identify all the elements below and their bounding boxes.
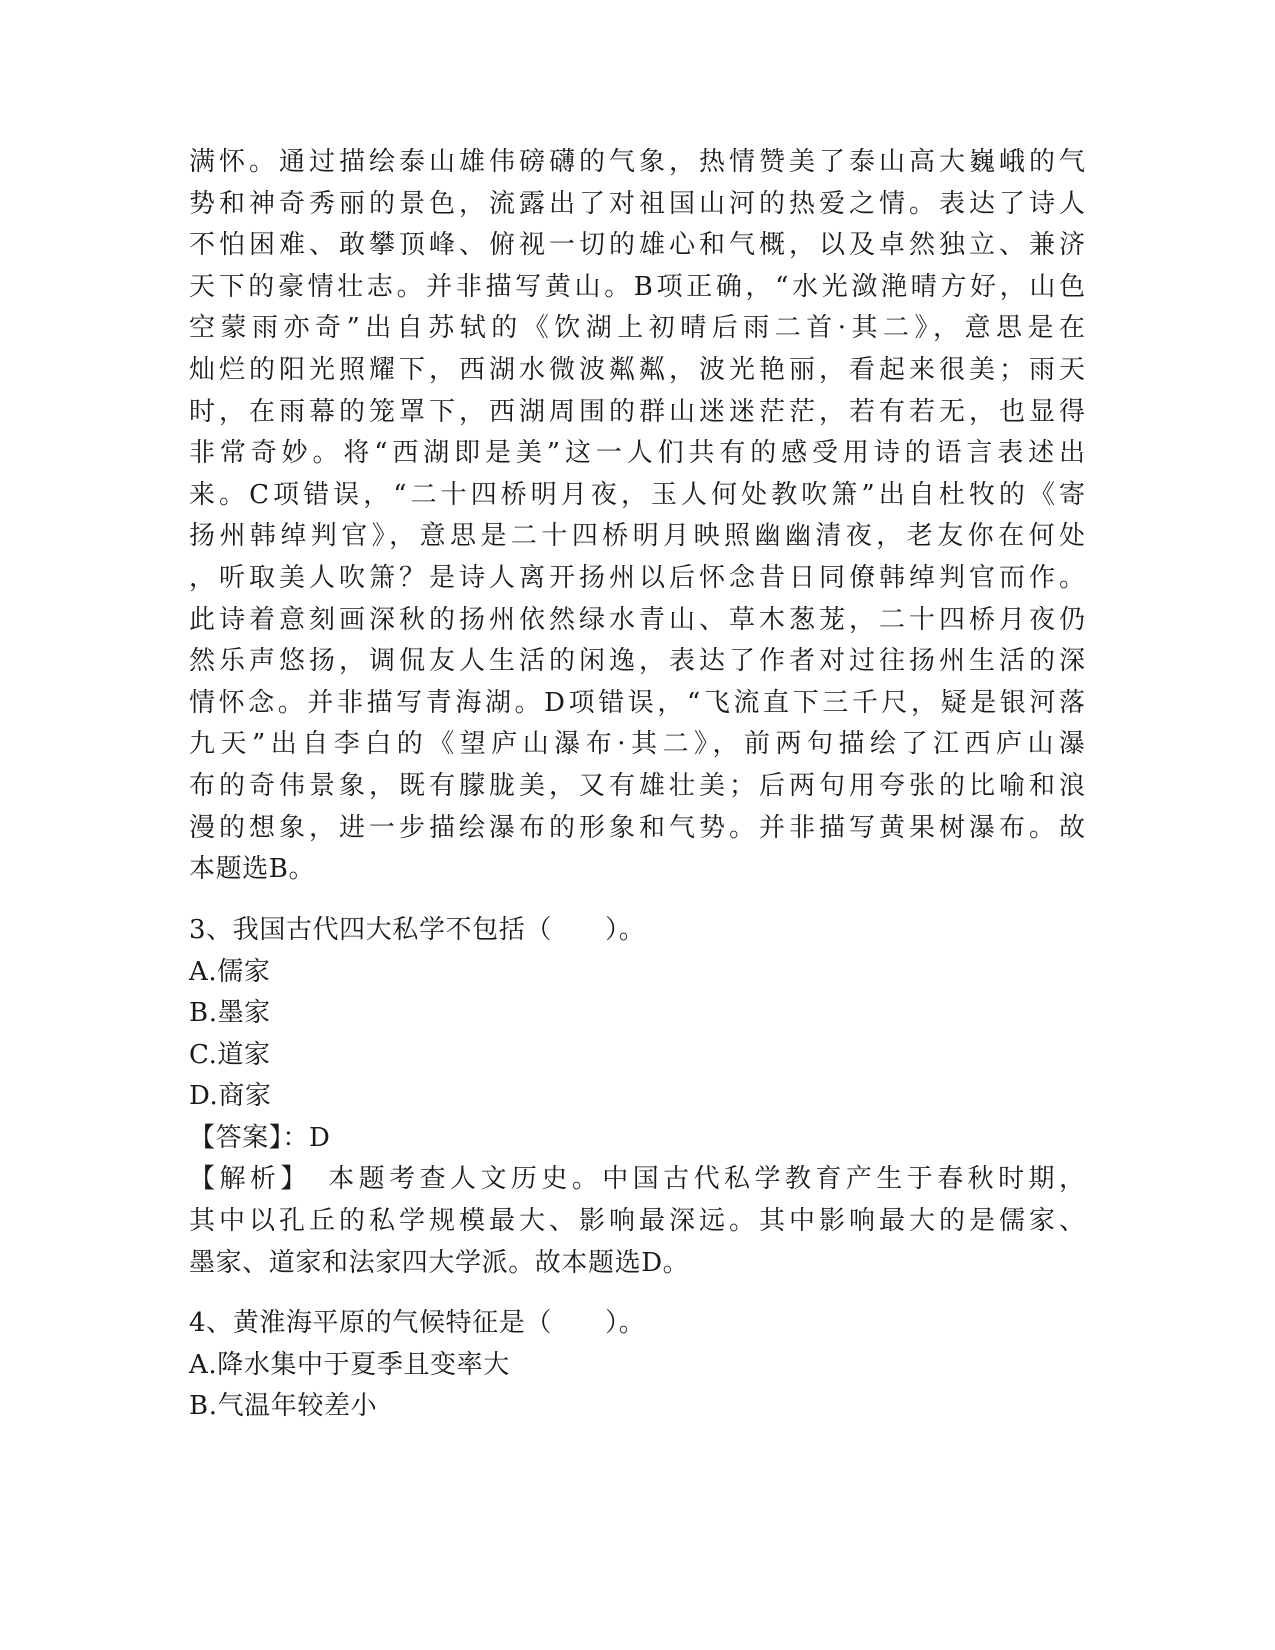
text-line: 时，在雨幕的笼罩下，西湖周围的群山迷迷茫茫，若有若无，也显得 — [189, 397, 1085, 427]
analysis-line: 其中以孔丘的私学规模最大、影响最深远。其中影响最大的是儒家、 — [189, 1206, 1085, 1236]
option-d: D.商家 — [189, 1081, 272, 1111]
option-a: A.儒家 — [189, 957, 271, 987]
text-line: ，听取美人吹箫？是诗人离开扬州以后怀念昔日同僚韩绰判官而作。 — [189, 563, 1085, 593]
text-line: 势和神奇秀丽的景色，流露出了对祖国山河的热爱之情。表达了诗人 — [189, 189, 1085, 219]
text-line: 情怀念。并非描写青海湖。D项错误，“飞流直下三千尺，疑是银河落 — [189, 688, 1085, 718]
text-line: 然乐声悠扬，调侃友人生活的闲逸，表达了作者对过往扬州生活的深 — [189, 646, 1085, 676]
text-line: 不怕困难、敢攀顶峰、俯视一切的雄心和气概，以及卓然独立、兼济 — [189, 230, 1085, 260]
text-line: 九天”出自李白的《望庐山瀑布·其二》，前两句描绘了江西庐山瀑 — [189, 729, 1085, 759]
text-line: 满怀。通过描绘泰山雄伟磅礴的气象，热情赞美了泰山高大巍峨的气 — [189, 147, 1085, 177]
text-line: 布的奇伟景象，既有朦胧美，又有雄壮美；后两句用夸张的比喻和浪 — [189, 771, 1085, 801]
text-line: 此诗着意刻画深秋的扬州依然绿水青山、草木葱茏，二十四桥月夜仍 — [189, 605, 1085, 635]
text-line: 天下的豪情壮志。并非描写黄山。B项正确，“水光潋滟晴方好，山色 — [189, 272, 1085, 302]
option-c: C.道家 — [189, 1040, 271, 1070]
option-a: A.降水集中于夏季且变率大 — [189, 1350, 510, 1380]
text-line: 来。C项错误，“二十四桥明月夜，玉人何处教吹箫”出自杜牧的《寄 — [189, 480, 1085, 510]
text-line: 本题选B。 — [189, 854, 316, 884]
text-line: 漫的想象，进一步描绘瀑布的形象和气势。并非描写黄果树瀑布。故 — [189, 813, 1085, 843]
question-stem: 4、黄淮海平原的气候特征是（ ）。 — [189, 1308, 646, 1338]
text-line: 扬州韩绰判官》，意思是二十四桥明月映照幽幽清夜，老友你在何处 — [189, 521, 1085, 551]
analysis-line: 墨家、道家和法家四大学派。故本题选D。 — [189, 1248, 690, 1278]
text-line: 灿烂的阳光照耀下，西湖水微波粼粼，波光艳丽，看起来很美；雨天 — [189, 355, 1085, 385]
answer-line: 【答案】：D — [189, 1123, 331, 1153]
text-line: 空蒙雨亦奇”出自苏轼的《饮湖上初晴后雨二首·其二》，意思是在 — [189, 313, 1085, 343]
option-b: B.墨家 — [189, 998, 271, 1028]
question-stem: 3、我国古代四大私学不包括（ ）。 — [189, 915, 646, 945]
option-b: B.气温年较差小 — [189, 1391, 378, 1421]
analysis-line: 【解析】 本题考查人文历史。中国古代私学教育产生于春秋时期， — [189, 1164, 1085, 1194]
text-line: 非常奇妙。将“西湖即是美”这一人们共有的感受用诗的语言表述出 — [189, 438, 1085, 468]
